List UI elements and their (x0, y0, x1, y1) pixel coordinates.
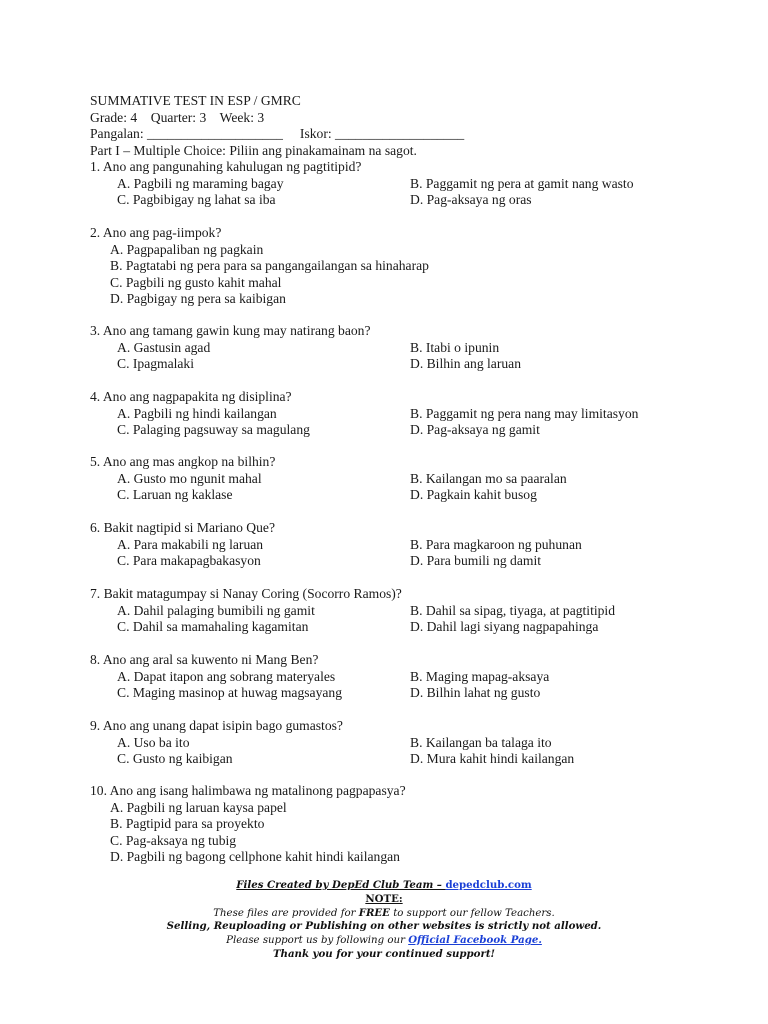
q9-option-b: B. Kailangan ba talaga ito (410, 734, 552, 750)
q8-option-c: C. Maging masinop at huwag magsayang (117, 685, 343, 700)
footer-note (0, 893, 768, 907)
q7-option-d: D. Dahil lagi siyang nagpapahinga (410, 619, 599, 634)
q9-option-c: C. Gusto ng kaibigan (117, 751, 233, 766)
question-6: 6. Bakit nagtipid si Mariano Que? (90, 520, 275, 535)
free-notice-free: FREE (358, 906, 390, 919)
question-9: 9. Ano ang unang dapat isipin bago gumastos? (90, 718, 343, 733)
support-text: Please support us by following our (226, 935, 409, 947)
q1-option-a: A. Pagbili ng maraming bagay (117, 175, 284, 191)
question-5: 5. Ano ang mas angkop na bilhin? (90, 454, 276, 469)
q10-option-b: B. Pagtipid para sa proyekto (110, 816, 265, 831)
q4-option-c: C. Palaging pagsuway sa magulang (117, 422, 310, 437)
footer-line-3 (0, 934, 768, 948)
facebook-page-link[interactable]: Official Facebook Page. (408, 934, 542, 947)
note-label: NOTE: (365, 892, 403, 905)
q2-option-c: C. Pagbili ng gusto kahit mahal (110, 274, 282, 290)
free-notice-pre: These files are provided for (213, 907, 359, 919)
q4-option-b: B. Paggamit ng pera nang may limitasyon (410, 405, 639, 421)
question-1: 1. Ano ang pangunahing kahulugan ng pagtitipid? (90, 159, 362, 174)
q2-option-b: B. Pagtatabi ng pera para sa pangangailangan sa hinaharap (110, 258, 429, 273)
q9-option-d: D. Mura kahit hindi kailangan (410, 751, 575, 766)
free-notice-post: to support our fellow Teachers. (389, 907, 555, 919)
q5-option-d: D. Pagkain kahit busog (410, 487, 537, 502)
reupload-warning: Selling, Reuploading or Publishing on other websites is strictly not allowed. (166, 920, 602, 933)
footer-line-4 (0, 948, 768, 962)
q10-option-a: A. Pagbili ng laruan kaysa papel (110, 799, 287, 815)
q3-option-c: C. Ipagmalaki (117, 356, 195, 371)
q5-option-c: C. Laruan ng kaklase (117, 487, 233, 502)
grade-line: Grade: 4 Quarter: 3 Week: 3 (90, 109, 265, 125)
question-8: 8. Ano ang aral sa kuwento ni Mang Ben? (90, 652, 319, 667)
q6-option-a: A. Para makabili ng laruan (117, 536, 264, 552)
q10-option-c: C. Pag-aksaya ng tubig (110, 832, 237, 848)
question-3: 3. Ano ang tamang gawin kung may natirang baon? (90, 323, 371, 338)
instructions: Part I – Multiple Choice: Piliin ang pinakamainam na sagot. (90, 142, 417, 158)
thank-you-text: Thank you for your continued support! (272, 948, 496, 960)
q8-option-b: B. Maging mapag-aksaya (410, 668, 550, 684)
q7-option-a: A. Dahil palaging bumibili ng gamit (117, 602, 315, 618)
q7-option-c: C. Dahil sa mamahaling kagamitan (117, 619, 309, 634)
q6-option-c: C. Para makapagbakasyon (117, 553, 261, 568)
q3-option-d: D. Bilhin ang laruan (410, 356, 521, 371)
q2-option-d: D. Pagbigay ng pera sa kaibigan (110, 291, 286, 306)
q2-option-a: A. Pagpapaliban ng pagkain (110, 241, 264, 257)
q1-option-c: C. Pagbibigay ng lahat sa iba (117, 192, 276, 207)
credit-text: Files Created by DepEd Club Team – (236, 879, 446, 891)
q4-option-d: D. Pag-aksaya ng gamit (410, 422, 540, 437)
q3-option-a: A. Gastusin agad (117, 339, 211, 355)
depedclub-link[interactable]: depedclub.com (445, 879, 532, 891)
q8-option-a: A. Dapat itapon ang sobrang materyales (117, 668, 336, 684)
q6-option-b: B. Para magkaroon ng puhunan (410, 536, 582, 552)
q5-option-b: B. Kailangan mo sa paaralan (410, 470, 567, 486)
q7-option-b: B. Dahil sa sipag, tiyaga, at pagtitipid (410, 602, 616, 618)
q8-option-d: D. Bilhin lahat ng gusto (410, 685, 541, 700)
question-4: 4. Ano ang nagpapakita ng disiplina? (90, 389, 292, 404)
q1-option-d: D. Pag-aksaya ng oras (410, 192, 532, 207)
q5-option-a: A. Gusto mo ngunit mahal (117, 470, 262, 486)
q6-option-d: D. Para bumili ng damit (410, 553, 542, 568)
q4-option-a: A. Pagbili ng hindi kailangan (117, 405, 277, 421)
footer-line-1 (0, 907, 768, 921)
question-10: 10. Ano ang isang halimbawa ng matalinong pagpapasya? (90, 783, 406, 798)
name-score-line: Pangalan: ____________________ Iskor: ___________________ (90, 126, 465, 141)
q3-option-b: B. Itabi o ipunin (410, 339, 500, 355)
footer-line-2 (0, 920, 768, 934)
q9-option-a: A. Uso ba ito (117, 734, 190, 750)
question-2: 2. Ano ang pag-iimpok? (90, 225, 222, 240)
question-7: 7. Bakit matagumpay si Nanay Coring (Socorro Ramos)? (90, 586, 402, 601)
q1-option-b: B. Paggamit ng pera at gamit nang wasto (410, 175, 634, 191)
test-title: SUMMATIVE TEST IN ESP / GMRC (90, 93, 301, 108)
footer-credit (0, 879, 768, 893)
q10-option-d: D. Pagbili ng bagong cellphone kahit hindi kailangan (110, 849, 400, 864)
